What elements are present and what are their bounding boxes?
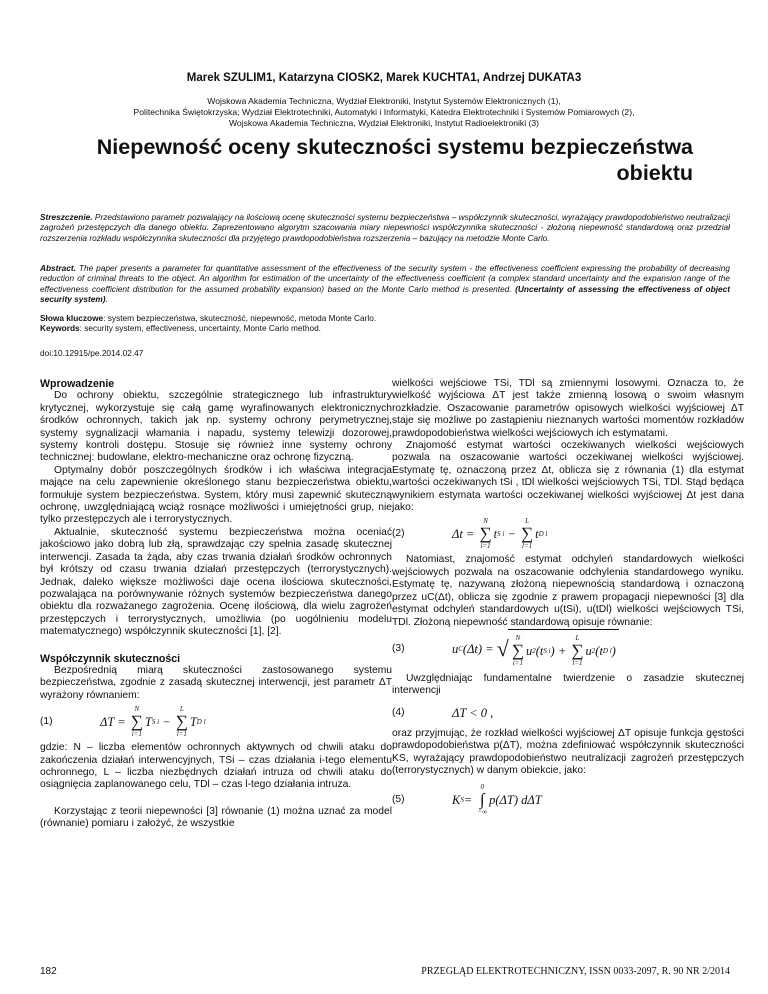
keywords-pl: : system bezpieczeństwa, skuteczność, niepewność, metoda Monte Carlo. [103,313,377,323]
equation-1 [40,702,392,742]
equation-expression: K S = 0 ∫ −∞ p(ΔT) dΔT [452,783,542,817]
section-heading-coefficient: Współczynnik skuteczności [40,652,181,665]
equation-5 [392,777,744,823]
left-column [40,378,392,831]
paragraph: Bezpośrednią miarą skuteczności zastosowanego systemu bezpieczeństwa, zgodnie z zasadą skutecznej interwencji, jest parametr ΔT wyrażony równaniem: [40,664,392,701]
doi: doi:10.12915/pe.2014.02.47 [40,348,144,358]
paragraph: gdzie: N – liczba elementów ochronnych aktywnych od chwili ataku do zakończenia działań interwencyjnych, TSi – czas działania i-tego elementu ochronnego, L – liczba niezbędnych działań intruza od chwili ataku do osiągnięcia zaplanowanego celu, TDl – czas l-tego działania intruza. [40,742,392,791]
keywords-en-label: Keywords [40,323,80,334]
paragraph: Do ochrony obiektu, szczególnie strategicznego lub infrastruktury krytycznej, wykorzystuje się całą gamę wyrafinowanych elektronicznych środków ochronnych, takich jak np. systemy ochrony perymetrycznej, systemy sygnalizacji włamania i napadu, systemy telewizji dozorowej, systemy kontroli dostępu. Stosuje się również inne systemy ochrony technicznej: budowlane, elektro-mechaniczne oraz ochronę fizyczną. [40,390,392,464]
paper-title: Niepewność oceny skuteczności systemu bezpieczeństwa obiektu [96,135,693,185]
paragraph: Uwzględniając fundamentalne twierdzenie o zasadzie skutecznej interwencji [392,672,744,697]
equation-4 [392,698,744,728]
journal-name: PRZEGLĄD ELEKTROTECHNICZNY, ISSN 0033-2097, R. 90 NR 2/2014 [421,966,730,977]
equation-expression: Δt = N ∑ i=1 t S i − L ∑ l=1 t D l [452,517,548,551]
abstract-en-text: The paper presents a parameter for quantitative assessment of the effectiveness of the security system - the effectiveness coefficient expressing the probability of decreasing reduction of criminal threats to the object. An algorithm for estimation of the uncertainty of the effectiveness coefficient (a complex standard uncertainty and the expansion range of the effectiveness coefficient distribution for the assumed probability expansion) based on the Monte Carlo method is presented. [40,263,730,294]
paragraph: wielkości wejściowe TSi, TDl są zmiennymi losowymi. Oznacza to, że wielkość wyjściowa ΔT jest także zmienną losową o swoim własnym rozkładzie. Oszacowanie parametrów opisowych wielkości wyjściowej ΔT staje się możliwe po zastąpieniu nieznanych wartości momentów rozkładów prawdopodobieństwa wielkości wejściowych ich estymatami. [392,378,744,439]
equation-2 [392,514,744,554]
paragraph: oraz przyjmując, że rozkład wielkości wyjściowej ΔT opisuje funkcja gęstości prawdopodobieństwa p(ΔT), można zdefiniować współczynnik skuteczności KS, wyrażający prawdopodobieństwo neutralizacji zagrożeń przestępczych (terrorystycznych) w danym obiekcie, jako: [392,727,744,776]
equation-3 [392,629,744,673]
abstract-en-title: (Uncertainty of assessing the effectiveness of object security system) [40,283,730,305]
equation-number: (4) [392,706,405,718]
abstract-en: Abstract. The paper presents a parameter for quantitative assessment of the effectiveness of the security system - the effectiveness coefficient expressing the probability of decreasing reduction of criminal threats to the object. An algorithm for estimation of the uncertainty of the effectiveness coefficient (a complex standard uncertainty and the expansion range of the effectiveness coefficient distribution for the assumed probability expansion) based on the Monte Carlo method is presented. (Uncertainty of assessing the effectiveness of object security system). [40,263,730,305]
keywords-pl-label: Słowa kluczowe [40,313,104,323]
authors: Marek SZULIM1, Katarzyna CIOSK2, Marek KUCHTA1, Andrzej DUKATA3 [186,72,582,84]
affiliation-2: Politechnika Świętokrzyska; Wydział Elektrotechniki, Automatyki i Informatyki, Katedra Elektrotechniki i Systemów Pomiarowych (2), [133,107,635,117]
right-column [392,378,744,823]
paragraph: Korzystając z teorii niepewności [3] równanie (1) można uznać za model (równanie) pomiaru i założyć, że wszystkie [40,805,392,830]
section-heading-introduction: Wprowadzenie [40,378,115,390]
affiliation-1: Wojskowa Akademia Techniczna, Wydział Elektroniki, Instytut Systemów Elektronicznych (1), [207,96,561,106]
paragraph: Optymalny dobór poszczególnych środków i ich właściwa integracja mające na celu zapewnienie określonego stanu bezpieczeństwa obiektu, formułuje system bezpieczeństwa. System, który musi zapewnić skuteczną ochronę, uwzględniającą wciąż rosnące możliwości i umiejętności grup, nie tylko przestępczych ale i terrorystycznych. [40,464,392,526]
equation-number: (5) [392,794,405,806]
equation-expression: ΔT < 0 , [452,705,494,720]
paragraph: Natomiast, znajomość estymat odchyleń standardowych wielkości wejściowych pozwala na oszacowanie odchylenia standardowego wyniku. Estymatę tę, nazywaną złożoną niepewnością standardową i oznaczoną przez uC(Δt), oblicza się zgodnie z prawem propagacji niepewności [3] dla estymat odchyleń standardowych u(tSi), u(tDl) wielkości wejściowych TSi, TDl. Złożoną niepewność standardową opisuje równanie: [392,554,744,628]
equation-expression: ΔT = N ∑ i=1 T S i − L ∑ l=1 T D l [100,705,206,739]
affiliation-3: Wojskowa Akademia Techniczna, Wydział Elektroniki, Instytut Radioelektroniki (3) [228,118,540,128]
abstract-en-label: Abstract. [40,263,76,273]
abstract-pl [40,212,730,243]
equation-number: (2) [392,528,405,540]
equation-number: (3) [392,642,405,654]
equation-number: (1) [40,716,53,728]
page-number: 182 [40,966,57,977]
affiliations [40,96,728,129]
equation-expression: u C (Δt) = √ N ∑ i=1 u 2 (t S i ) + L ∑ l=1 u 2 (t D l ) [452,629,619,669]
paragraph: Aktualnie, skuteczność systemu bezpieczeństwa można oceniać jakościowo jako dobrą lub złą, sprawdzając czy spełnia zasadę skutecznej interwencji. Zasada ta żąda, aby czas trwania działań środków ochronnych był krótszy od czasu trwania działań przestępczych (terrorystycznych). Jednak, daleko większe możliwości daje ocena ilościowa skuteczności, pozwalająca na porównywanie różnych systemów bezpieczeństwa danego obiektu dla rozważanego zagrożenia. Ocenę ilościową, dla wielu zagrożeń przestępczych i terrorystycznych, umożliwia (po uogólnieniu modelu matematycznego) współczynnik skuteczności [1], [2]. [40,526,392,638]
keywords [40,313,730,334]
abstract-pl-label: Streszczenie. [40,212,93,222]
abstract-pl-text: Przedstawiono parametr pozwalający na ilościową ocenę skuteczności systemu bezpieczeństwa – współczynnik skuteczności, wyrażający prawdopodobieństwo neutralizacji zagrożeń przestępczych dla danego obiektu. Zaprezentowano algorytm szacowania miary niepewności współczynnika skuteczności - złożoną niepewność standardową oraz przedział rozszerzenia rozkładu współczynnika skuteczności dla przyjętego prawdopodobieństwa rozszerzenia – bazujący na metodzie Monte Carlo. [40,212,730,243]
paragraph: Znajomość estymat wartości oczekiwanych wielkości wejściowych pozwala na oszacowanie wartości oczekiwanej wielkości wyjściowej. Estymatę tę, oznaczoną przez Δt, oblicza się z równania (1) dla estymat wartości oczekiwanych tSi , tDl wielkości wejściowych TSi, TDl. Stąd będąca wynikiem estymata wartości oczekiwanej wielkości wyjściowej Δt jest dana jako: [392,440,744,514]
keywords-en: : security system, effectiveness, uncertainty, Monte Carlo method. [79,323,321,334]
